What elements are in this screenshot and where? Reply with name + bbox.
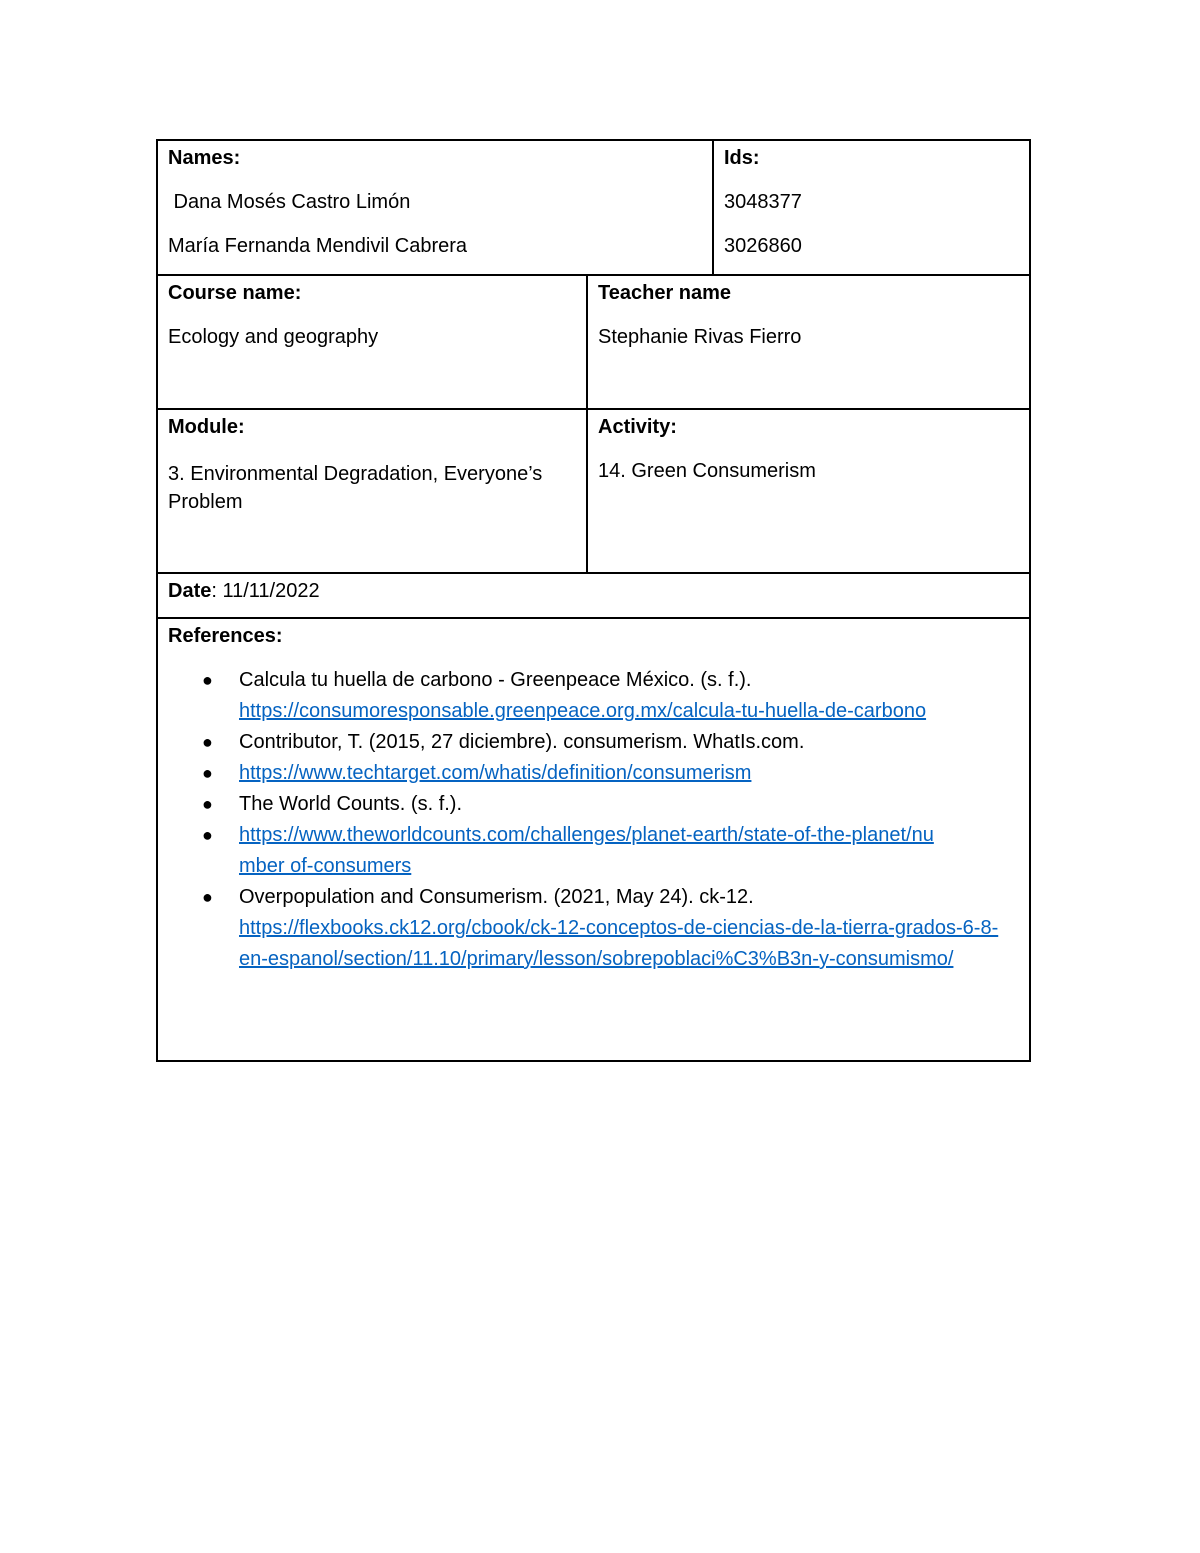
course-cell xyxy=(158,276,588,408)
reference-text: Contributor, T. (2015, 27 diciembre). consumerism. WhatIs.com. xyxy=(239,731,805,753)
bullet-icon: ● xyxy=(202,825,213,845)
reference-text: The World Counts. (s. f.). xyxy=(239,793,463,815)
student-id-1: 3048377 xyxy=(724,191,802,213)
list-item xyxy=(202,727,1002,758)
reference-link[interactable]: https://consumoresponsable.greenpeace.org.mx/calcula-tu-huella-de-carbono xyxy=(239,700,927,722)
module-cell xyxy=(158,410,588,572)
names-cell xyxy=(158,141,714,274)
module-row xyxy=(158,410,1029,574)
list-item xyxy=(202,789,1002,820)
ids-label: Ids: xyxy=(724,147,760,169)
bullet-icon: ● xyxy=(202,763,213,783)
bullet-icon: ● xyxy=(202,794,213,814)
course-row xyxy=(158,276,1029,410)
teacher-label: Teacher name xyxy=(598,282,732,304)
reference-link[interactable]: https://www.techtarget.com/whatis/definition/consumerism xyxy=(239,762,752,784)
course-label: Course name: xyxy=(168,282,302,304)
module-label: Module: xyxy=(168,416,245,438)
date-value: : 11/11/2022 xyxy=(211,580,320,602)
student-id-2: 3026860 xyxy=(724,235,802,257)
names-label: Names: xyxy=(168,147,241,169)
date-label: Date xyxy=(168,580,212,602)
reference-link[interactable]: https://flexbooks.ck12.org/cbook/ck-12-conceptos-de-ciencias-de-la-tierra-grados-6-8-en-espanol/section/11.10/primary/lesson/sobrepoblaci%C3%B3n-y-consumismo/ xyxy=(239,917,999,970)
references-row xyxy=(158,619,1029,1060)
references-list xyxy=(202,665,1002,975)
bullet-icon: ● xyxy=(202,670,213,690)
reference-text: Overpopulation and Consumerism. (2021, May 24). ck-12. xyxy=(239,886,754,908)
activity-label: Activity: xyxy=(598,416,677,438)
teacher-cell xyxy=(588,276,1029,408)
reference-link[interactable]: https://www.theworldcounts.com/challenges/planet-earth/state-of-the-planet/number of-consumers xyxy=(239,824,934,877)
student-name-2: María Fernanda Mendivil Cabrera xyxy=(168,235,468,257)
reference-text: Calcula tu huella de carbono - Greenpeace México. (s. f.). xyxy=(239,669,752,691)
ids-cell xyxy=(714,141,1029,274)
module-value-line-1: 3. Environmental Degradation, Everyone’s xyxy=(168,463,543,485)
list-item xyxy=(202,820,1002,882)
names-row xyxy=(158,141,1029,276)
activity-value: 14. Green Consumerism xyxy=(598,460,816,482)
bullet-icon: ● xyxy=(202,732,213,752)
list-item xyxy=(202,882,1002,975)
date-row xyxy=(158,574,1029,619)
student-name-1: Dana Mosés Castro Limón xyxy=(168,191,411,213)
references-label: References: xyxy=(168,625,283,647)
activity-cell xyxy=(588,410,1029,572)
list-item xyxy=(202,758,1002,789)
course-value: Ecology and geography xyxy=(168,326,379,348)
list-item xyxy=(202,665,1002,727)
bullet-icon: ● xyxy=(202,887,213,907)
assignment-cover-table xyxy=(156,139,1031,1062)
module-value-line-2: Problem xyxy=(168,491,243,513)
date-cell xyxy=(158,574,1029,617)
teacher-value: Stephanie Rivas Fierro xyxy=(598,326,802,348)
